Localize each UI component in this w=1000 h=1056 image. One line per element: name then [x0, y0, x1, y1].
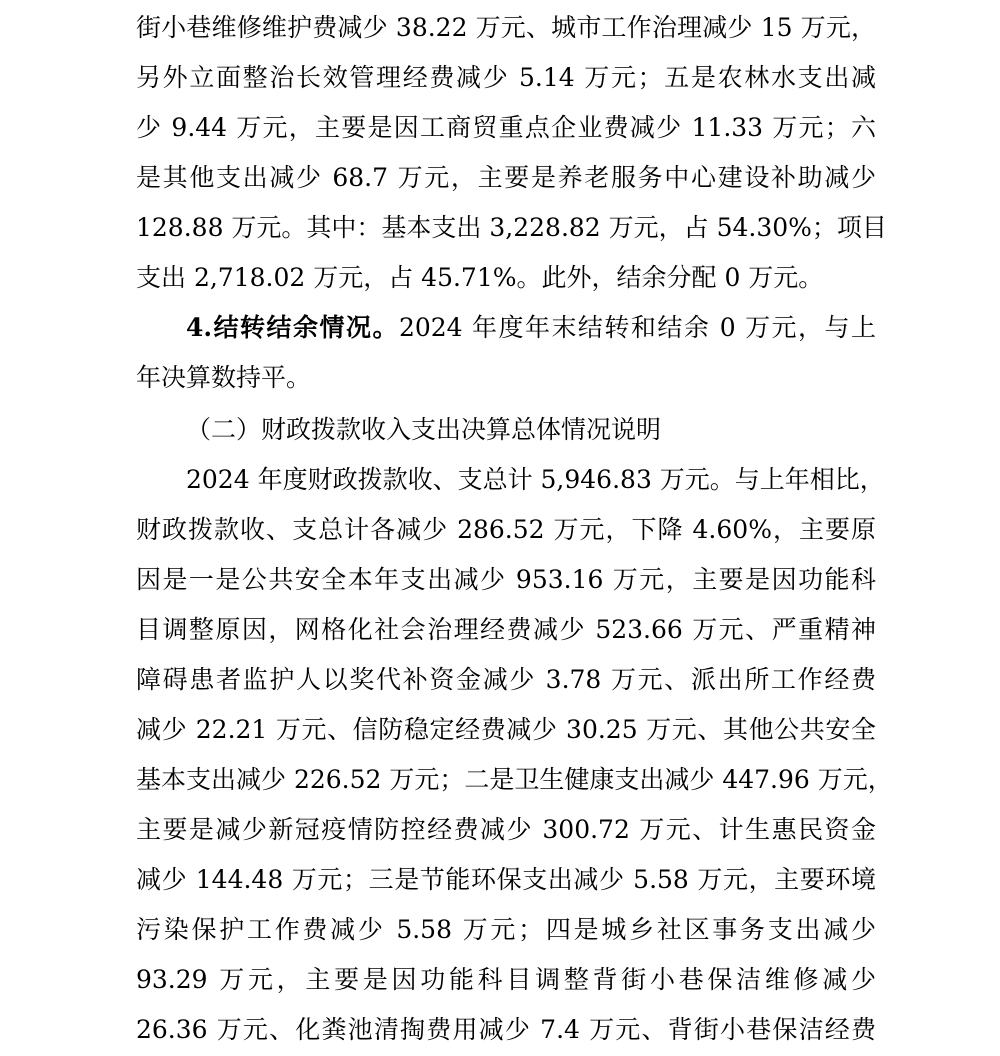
text-line: 26.36 万元、化粪池清掏费用减少 7.4 万元、背街小巷保洁经费	[136, 1015, 876, 1044]
text-line: 财政拨款收、支总计各减少 286.52 万元，下降 4.60%，主要原	[136, 515, 876, 544]
text-line: 2024 年度财政拨款收、支总计 5,946.83 万元。与上年相比，	[186, 465, 885, 494]
text-line: 减少 22.21 万元、信防稳定经费减少 30.25 万元、其他公共安全	[136, 715, 876, 744]
text-line: 主要是减少新冠疫情防控经费减少 300.72 万元、计生惠民资金	[136, 815, 876, 844]
section-4-text: 2024 年度年末结转和结余 0 万元，与上	[398, 313, 877, 342]
text-line: 障碍患者监护人以奖代补资金减少 3.78 万元、派出所工作经费	[136, 665, 876, 694]
text-line: 少 9.44 万元，主要是因工商贸重点企业费减少 11.33 万元；六	[136, 113, 876, 142]
text-line: 是其他支出减少 68.7 万元，主要是养老服务中心建设补助减少	[136, 163, 876, 192]
text-line: 128.88 万元。其中：基本支出 3,228.82 万元，占 54.30%；项目	[136, 213, 887, 242]
text-line: 街小巷维修维护费减少 38.22 万元、城市工作治理减少 15 万元，	[136, 13, 876, 42]
text-line: 目调整原因，网格化社会治理经费减少 523.66 万元、严重精神	[136, 615, 876, 644]
text-line: 减少 144.48 万元；三是节能环保支出减少 5.58 万元，主要环境	[136, 865, 876, 894]
text-line: 另外立面整治长效管理经费减少 5.14 万元；五是农林水支出减	[136, 63, 876, 92]
section-4-title: 4.结转结余情况。	[186, 313, 399, 342]
section-4-line	[186, 303, 876, 353]
text-line: 污染保护工作费减少 5.58 万元；四是城乡社区事务支出减少	[136, 915, 876, 944]
text-line: 因是一是公共安全本年支出减少 953.16 万元，主要是因功能科	[136, 565, 876, 594]
section-heading: （二）财政拨款收入支出决算总体情况说明	[186, 415, 662, 444]
text-line: 年决算数持平。	[136, 363, 312, 392]
text-line: 基本支出减少 226.52 万元；二是卫生健康支出减少 447.96 万元，	[136, 765, 893, 794]
text-line: 支出 2,718.02 万元，占 45.71%。此外，结余分配 0 万元。	[136, 263, 824, 292]
text-line: 93.29 万元，主要是因功能科目调整背街小巷保洁维修减少	[136, 965, 876, 994]
